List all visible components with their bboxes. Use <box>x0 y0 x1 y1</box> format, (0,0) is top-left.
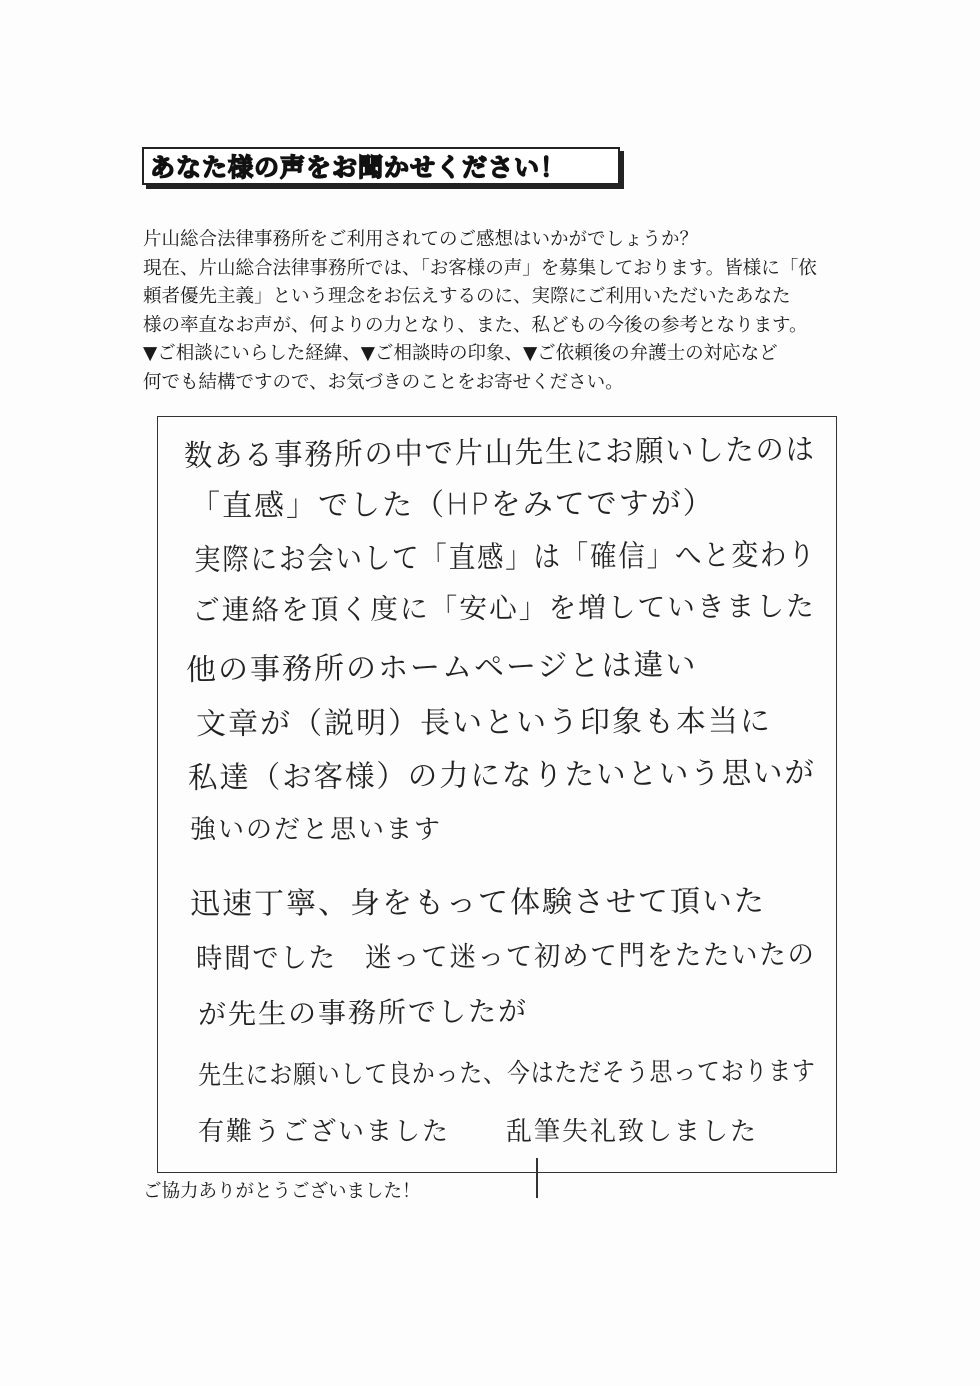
intro-line: 片山総合法律事務所をご利用されてのご感想はいかがでしょうか？ <box>143 229 699 250</box>
intro-paragraph <box>143 226 863 397</box>
intro-line: 頼者優先主義」という理念をお伝えするのに、実際にご利用いただいたあなた <box>143 286 791 307</box>
handwritten-line: 時間でした 迷って迷って初めて門をたたいたの <box>195 937 816 975</box>
handwritten-line: 強いのだと思います <box>190 815 443 845</box>
intro-line: 何でも結構ですので、お気づきのことをお寄せください。 <box>143 371 624 393</box>
intro-line: 現在、片山総合法律事務所では、「お客様の声」を募集しております。皆様に「依 <box>143 257 817 279</box>
heading-box <box>142 147 620 185</box>
handwritten-line: が先生の事務所でしたが <box>197 994 529 1031</box>
handwritten-line: 「直感」でした（HPをみてですが） <box>189 486 715 524</box>
handwritten-line: 私達（お客様）の力になりたいという思いが <box>187 755 816 796</box>
handwritten-line: 有難うございました 乱筆失礼致しました <box>198 1117 759 1147</box>
intro-line: 様の率直なお声が、何よりの力となり、また、私どもの今後の参考となります。 <box>143 314 808 336</box>
handwritten-line: 他の事務所のホームページとは違い <box>185 647 698 688</box>
closing-thanks: ご協力ありがとうございました！ <box>143 1181 421 1202</box>
handwritten-line: ご連絡を頂く度に「安心」を増していきました <box>191 589 816 627</box>
pen-stroke-mark <box>536 1158 538 1198</box>
handwritten-letter-box <box>157 416 837 1173</box>
handwritten-line: 実際にお会いして「直感」は「確信」へと変わり <box>193 537 817 578</box>
intro-line: ▼ご相談にいらした経緯、▼ご相談時の印象、▼ご依頼後の弁護士の対応など <box>143 343 778 364</box>
handwritten-line: 先生にお願いして良かった、今はただそう思っております <box>197 1056 816 1091</box>
page-title: あなた様の声をお聞かせください！ <box>150 153 567 182</box>
handwritten-line: 数ある事務所の中で片山先生にお願いしたのは <box>183 432 816 474</box>
handwritten-line: 文章が（説明）長いという印象も本当に <box>195 703 773 742</box>
handwritten-line: 迅速丁寧、身をもって体験させて頂いた <box>189 883 767 922</box>
